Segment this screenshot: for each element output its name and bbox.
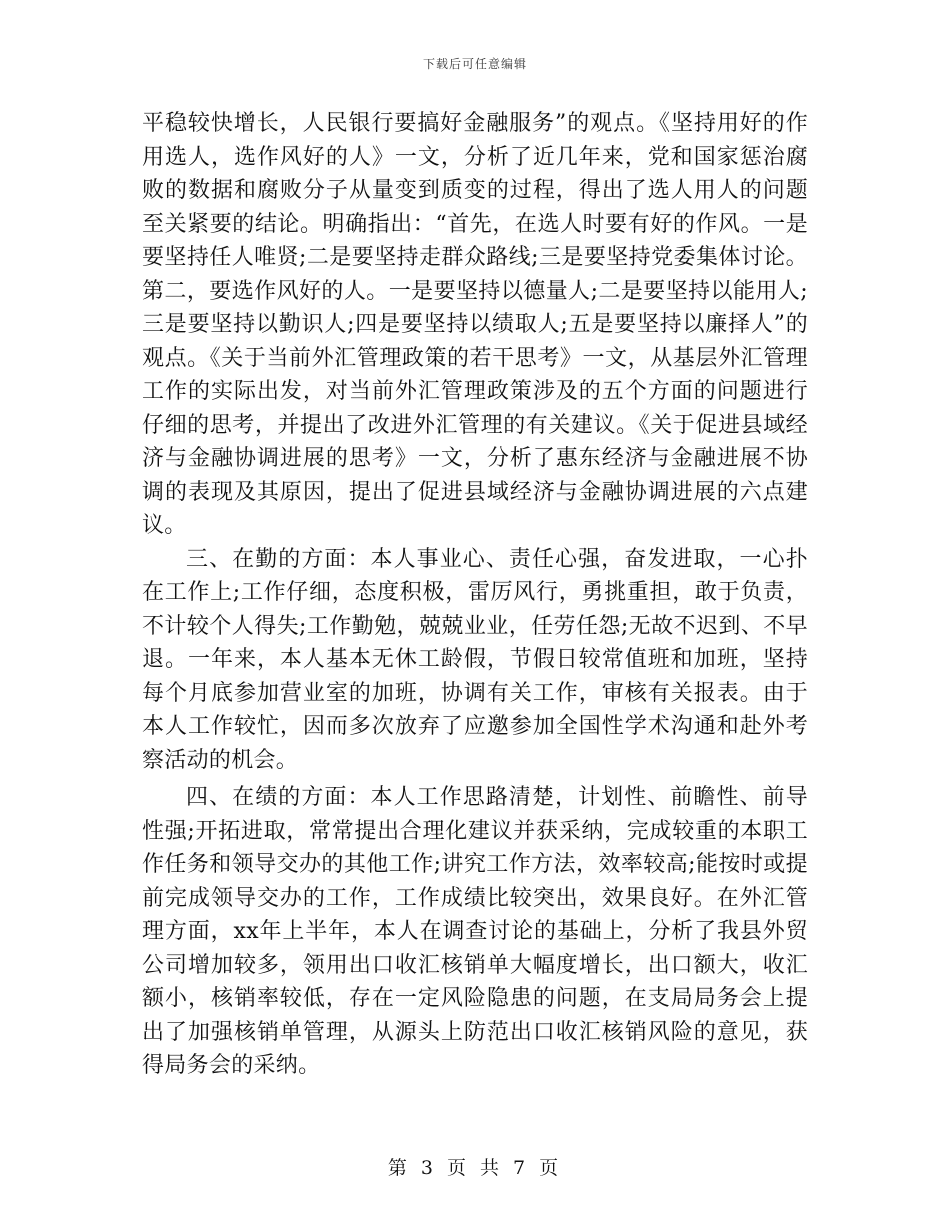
paragraph-continuation: 平稳较快增长，人民银行要搞好金融服务”的观点。《坚持用好的作用选人，选作风好的人》一文，分析了近几年来，党和国家惩治腐败的数据和腐败分子从量变到质变的过程，得出了选人用人的问题至关紧要的结论。明确指出：“首先，在选人时要有好的作风。一是要坚持任人唯贤;二是要坚持走群众路线;三是要坚持党委集体讨论。第二，要选作风好的人。一是要坚持以德量人;二是要坚持以能用人;三是要坚持以勤识人;四是要坚持以绩取人;五是要坚持以廉择人”的观点。《关于当前外汇管理政策的若干思考》一文，从基层外汇管理工作的实际出发，对当前外汇管理政策涉及的五个方面的问题进行仔细的思考，并提出了改进外汇管理的有关建议。《关于促进县域经济与金融协调进展的思考》一文，分析了惠东经济与金融进展不协调的表现及其原因，提出了促进县域经济与金融协调进展的六点建议。 [142,111,808,538]
paragraph-diligence: 三、在勤的方面：本人事业心、责任心强，奋发进取，一心扑在工作上;工作仔细，态度积极，雷厉风行，勇挑重担，敢于负责，不计较个人得失;工作勤勉，兢兢业业，任劳任怨;无故不迟到、不早退。一年来，本人基本无休工龄假，节假日较常值班和加班，坚持每个月底参加营业室的加班，协调有关工作，审核有关报表。由于本人工作较忙，因而多次放弃了应邀参加全国性学术沟通和赴外考察活动的机会。 [142,546,808,773]
page-number-footer: 第 3 页 共 7 页 [387,1157,563,1179]
page-header: 下载后可任意编辑 [422,57,527,71]
document-body [142,107,808,1083]
paragraph-performance: 四、在绩的方面：本人工作思路清楚，计划性、前瞻性、前导性强;开拓进取，常常提出合理化建议并获采纳，完成较重的本职工作任务和领导交办的其他工作;讲究工作方法，效率较高;能按时或提前完成领导交办的工作，工作成绩比较突出，效果良好。在外汇管理方面，xx年上半年，本人在调查讨论的基础上，分析了我县外贸公司增加较多，领用出口收汇核销单大幅度增长，出口额大，收汇额小，核销率较低，存在一定风险隐患的问题，在支局局务会上提出了加强核销单管理，从源头上防范出口收汇核销风险的意见，获得局务会的采纳。 [142,785,808,1078]
